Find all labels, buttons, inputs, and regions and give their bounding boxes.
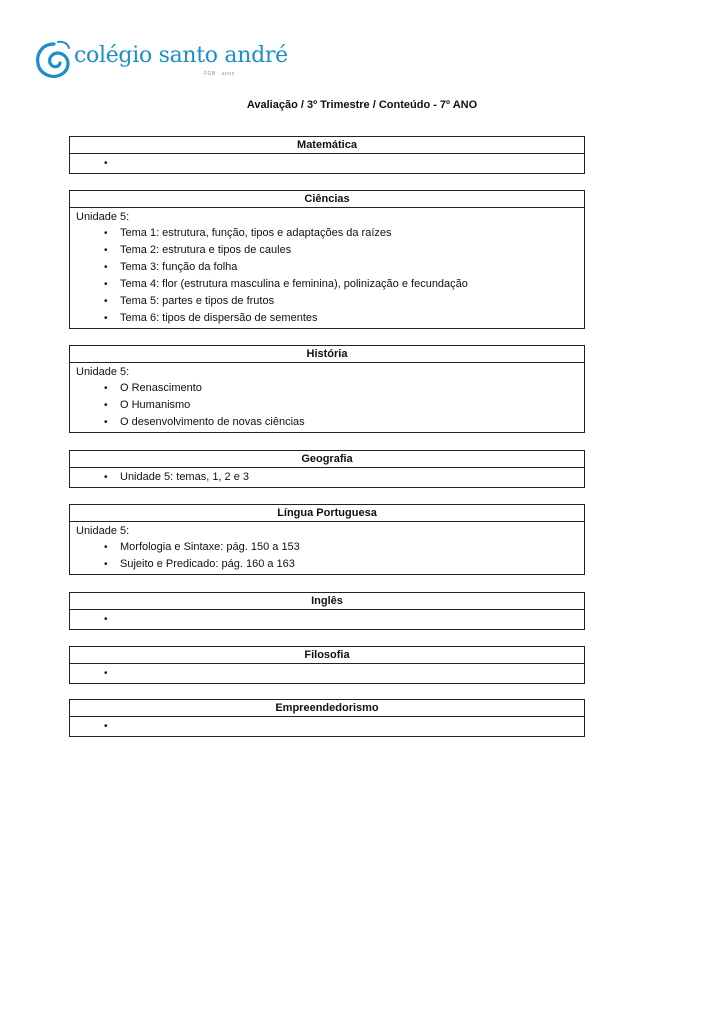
subject-box-ingles (69, 592, 585, 630)
subject-heading: Geografia (70, 451, 584, 468)
list-item (76, 469, 584, 486)
item-text: O desenvolvimento de novas ciências (120, 416, 305, 428)
subject-box-geografia (69, 450, 585, 488)
bullet-icon: • (104, 245, 108, 256)
subject-body (70, 363, 584, 432)
list-item (76, 310, 584, 327)
bullet-icon: • (104, 400, 108, 411)
unit-label: Unidade 5: (76, 211, 130, 223)
school-tagline: FGB · anos (204, 71, 235, 77)
item-text: Tema 4: flor (estrutura masculina e feminina), polinização e fecundação (120, 278, 468, 290)
subject-body (70, 208, 584, 328)
subject-body (70, 610, 584, 629)
bullet-icon: • (104, 296, 108, 307)
swirl-logo-icon (34, 38, 74, 82)
list-item (76, 380, 584, 397)
bullet-icon: • (104, 313, 108, 324)
school-name: colégio santo andré (74, 43, 288, 68)
subject-box-matematica (69, 136, 585, 174)
list-item (76, 155, 584, 172)
list-item (76, 276, 584, 293)
subject-heading: Filosofia (70, 647, 584, 664)
subject-heading: Empreendedorismo (70, 700, 584, 717)
bullet-icon: • (104, 614, 108, 625)
list-item (76, 225, 584, 242)
subject-body (70, 664, 584, 683)
item-text: Tema 6: tipos de dispersão de sementes (120, 312, 318, 324)
item-text: O Renascimento (120, 382, 202, 394)
list-item (76, 414, 584, 431)
document-title (0, 99, 724, 111)
subject-heading: Língua Portuguesa (70, 505, 584, 522)
subject-heading: Matemática (70, 137, 584, 154)
bullet-icon: • (104, 472, 108, 483)
list-item (76, 259, 584, 276)
item-text: Tema 3: função da folha (120, 261, 238, 273)
subject-box-empreendedorismo (69, 699, 585, 737)
bullet-icon: • (104, 158, 108, 169)
subject-box-ciencias (69, 190, 585, 329)
subject-heading: História (70, 346, 584, 363)
bullet-icon: • (104, 262, 108, 273)
subject-body (70, 468, 584, 487)
list-item (76, 665, 584, 682)
subject-body (70, 717, 584, 736)
subject-heading: Inglês (70, 593, 584, 610)
list-item (76, 293, 584, 310)
item-text: Tema 5: partes e tipos de frutos (120, 295, 275, 307)
list-item (76, 242, 584, 259)
list-item (76, 539, 584, 556)
bullet-icon: • (104, 228, 108, 239)
bullet-icon: • (104, 559, 108, 570)
list-item (76, 397, 584, 414)
bullet-icon: • (104, 279, 108, 290)
bullet-icon: • (104, 668, 108, 679)
item-text: Tema 2: estrutura e tipos de caules (120, 244, 292, 256)
bullet-icon: • (104, 542, 108, 553)
list-item (76, 718, 584, 735)
list-item (76, 611, 584, 628)
subject-box-lingua-portuguesa (69, 504, 585, 575)
item-text: O Humanismo (120, 399, 191, 411)
school-logo (34, 38, 288, 88)
subject-heading: Ciências (70, 191, 584, 208)
bullet-icon: • (104, 417, 108, 428)
subject-body (70, 154, 584, 173)
bullet-icon: • (104, 383, 108, 394)
item-text: Unidade 5: temas, 1, 2 e 3 (120, 471, 250, 483)
bullet-icon: • (104, 721, 108, 732)
list-item (76, 556, 584, 573)
unit-label: Unidade 5: (76, 366, 130, 378)
subject-box-historia (69, 345, 585, 433)
item-text: Morfologia e Sintaxe: pág. 150 a 153 (120, 541, 300, 553)
subject-body (70, 522, 584, 574)
item-text: Tema 1: estrutura, função, tipos e adaptações da raízes (120, 227, 392, 239)
unit-label: Unidade 5: (76, 525, 130, 537)
subject-box-filosofia (69, 646, 585, 684)
document-title-text: Avaliação / 3º Trimestre / Conteúdo - 7º ANO (246, 99, 478, 111)
item-text: Sujeito e Predicado: pág. 160 a 163 (120, 558, 295, 570)
